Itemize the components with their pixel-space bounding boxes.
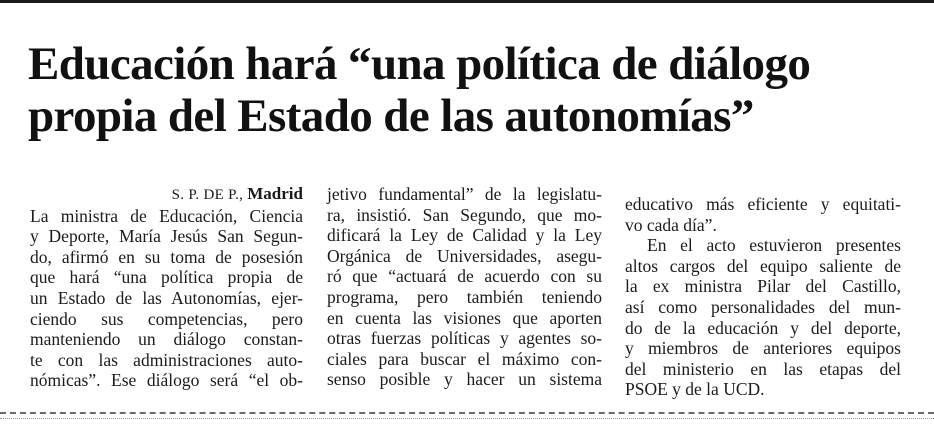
text-line: un Estado de las Autonomías, ejer- bbox=[30, 287, 303, 308]
text-line: PSOE y de la UCD. bbox=[625, 379, 765, 400]
text-line: jetivo fundamental” de la legislatu- bbox=[327, 184, 602, 204]
text-line: así como personalidades del mun- bbox=[625, 296, 901, 317]
text-line: la ex ministra Pilar del Castillo, bbox=[625, 276, 901, 297]
text-line: do, afirmó en su toma de posesión bbox=[30, 246, 303, 267]
text-line: del ministerio en las etapas del bbox=[625, 358, 901, 379]
text-line: que hará “una política propia de bbox=[30, 267, 303, 288]
article-column-2 bbox=[327, 184, 602, 390]
text-line: y Deporte, María Jesús San Segun- bbox=[30, 226, 303, 247]
article-column-3 bbox=[625, 194, 901, 400]
text-line: Orgánica de Universidades, asegu- bbox=[327, 245, 602, 266]
article-headline bbox=[28, 38, 918, 142]
text-line: altos cargos del equipo saliente de bbox=[625, 255, 901, 276]
byline-city: Madrid bbox=[247, 184, 303, 203]
text-line: La ministra de Educación, Ciencia bbox=[30, 205, 303, 226]
text-line: educativo más eficiente y equitati- bbox=[625, 194, 901, 214]
text-line: dificará la Ley de Calidad y la Ley bbox=[327, 225, 602, 246]
headline-line-1: Educación hará “una política de diálogo bbox=[28, 38, 811, 90]
text-line: manteniendo un diálogo constan- bbox=[30, 329, 303, 350]
text-line: En el acto estuvieron presentes bbox=[647, 235, 901, 256]
text-line: ciendo sus competencias, pero bbox=[30, 308, 303, 329]
byline bbox=[30, 184, 303, 206]
bottom-rule bbox=[0, 412, 934, 414]
text-line: ra, insistió. San Segundo, que mo- bbox=[327, 204, 602, 225]
text-line: te con las administraciones auto- bbox=[30, 349, 303, 370]
text-line: senso posible y hacer un sistema bbox=[327, 369, 602, 390]
bottom-rule-secondary bbox=[0, 418, 934, 419]
text-line: ró que “actuará de acuerdo con su bbox=[327, 266, 602, 287]
text-line: otras fuerzas políticas y agentes so- bbox=[327, 328, 602, 349]
text-line: ciales para buscar el máximo con- bbox=[327, 348, 602, 369]
text-line: do de la educación y del deporte, bbox=[625, 317, 901, 338]
headline-line-2: propia del Estado de las autonomías” bbox=[28, 90, 754, 142]
text-line: y miembros de anteriores equipos bbox=[625, 338, 901, 359]
byline-author: S. P. DE P., bbox=[171, 187, 244, 203]
text-line: vo cada día”. bbox=[625, 214, 717, 235]
top-rule bbox=[0, 0, 934, 3]
article-column-1 bbox=[30, 184, 303, 391]
text-line: nómicas”. Ese diálogo será “el ob- bbox=[30, 370, 303, 391]
text-line: programa, pero también teniendo bbox=[327, 286, 602, 307]
text-line: en cuenta las visiones que aporten bbox=[327, 307, 602, 328]
